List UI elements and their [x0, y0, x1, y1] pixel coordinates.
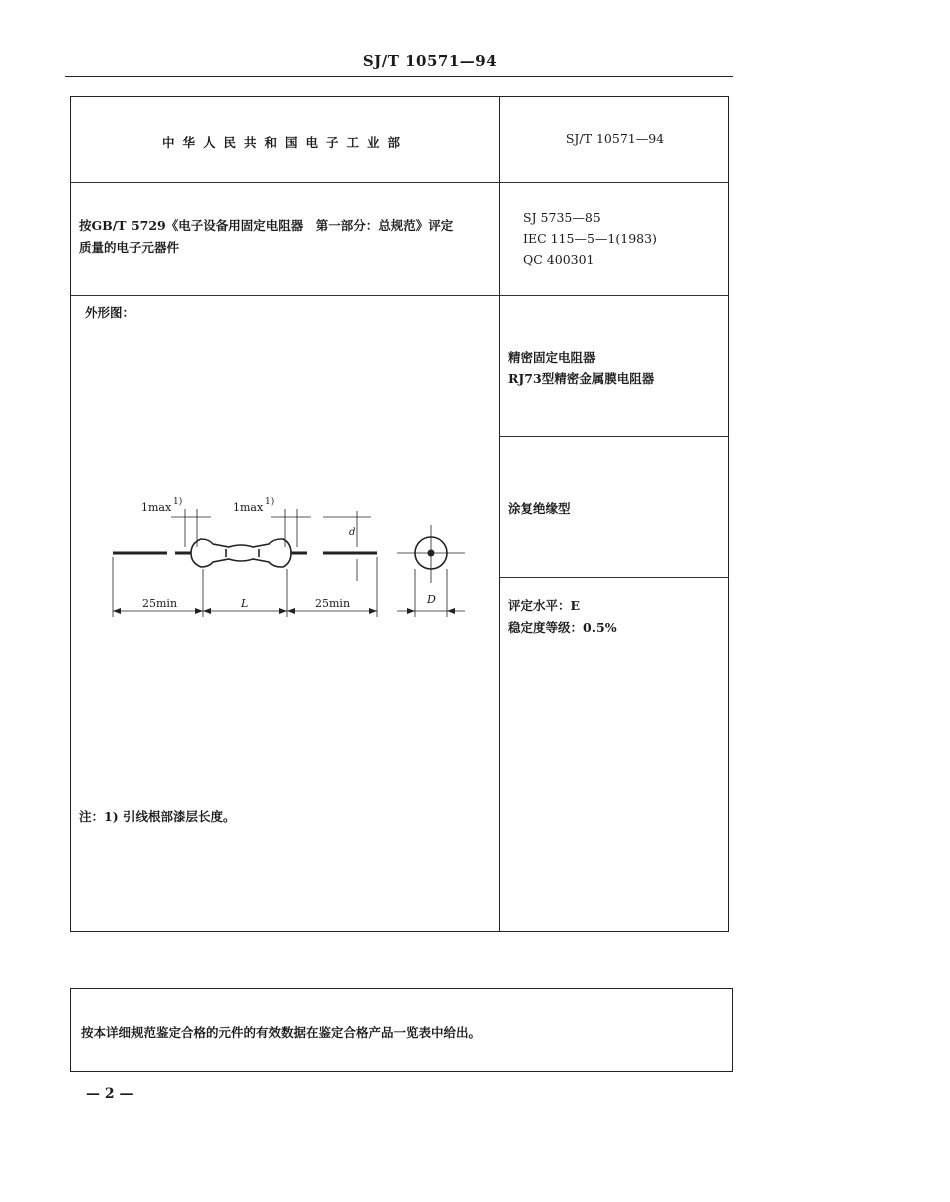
table-row-divider-3 [499, 436, 729, 437]
ratings [508, 595, 617, 639]
figure-label: 外形图： [85, 305, 136, 320]
description-line-1: 按GB/T 5729《电子设备用固定电阻器 第一部分：总规范》评定 [79, 218, 454, 233]
lmax-left-label: 1max [141, 501, 172, 514]
footnote-mark-left: 1) [173, 497, 183, 507]
header-rule [65, 76, 733, 77]
qualification-note: 按本详细规范鉴定合格的元件的有效数据在鉴定合格产品一览表中给出。 [81, 1025, 482, 1040]
reference-item: SJ 5735—85 [523, 210, 601, 225]
qualification-note-box [70, 988, 733, 1072]
coating-type: 涂复绝缘型 [508, 501, 571, 516]
product-name-line-2: RJ73型精密金属膜电阻器 [508, 371, 655, 386]
table-row-divider-1 [71, 182, 728, 183]
lead-diameter-label: d [349, 527, 356, 538]
lead-length-left-label: 25min [142, 597, 178, 610]
product-name [508, 347, 654, 389]
stability-grade: 稳定度等级：0.5% [508, 620, 617, 635]
resistor-outline-drawing [71, 477, 499, 657]
assessment-level: 评定水平：E [508, 598, 581, 613]
lead-length-right-label: 25min [315, 597, 351, 610]
reference-item: IEC 115—5—1(1983) [523, 231, 657, 246]
reference-standards [523, 207, 657, 270]
reference-item: QC 400301 [523, 252, 595, 267]
lmax-right-label: 1max [233, 501, 264, 514]
issuing-organization: 中华人民共和国电子工业部 [161, 135, 408, 150]
footnote-mark-right: 1) [265, 497, 275, 507]
body-length-label: L [241, 597, 249, 610]
footnote: 注：1) 引线根部漆层长度。 [79, 809, 236, 824]
description-line-2: 质量的电子元器件 [79, 240, 180, 255]
table-row-divider-2 [71, 295, 728, 296]
assessment-description [79, 215, 491, 259]
table-row-divider-4 [499, 577, 729, 578]
running-header: SJ/T 10571—94 [362, 52, 498, 70]
document-number: SJ/T 10571—94 [565, 131, 665, 146]
body-diameter-label: D [427, 593, 436, 606]
page-number: — 2 — [86, 1086, 134, 1102]
spec-table [70, 96, 729, 932]
product-name-line-1: 精密固定电阻器 [508, 350, 596, 365]
table-column-divider [499, 97, 500, 931]
